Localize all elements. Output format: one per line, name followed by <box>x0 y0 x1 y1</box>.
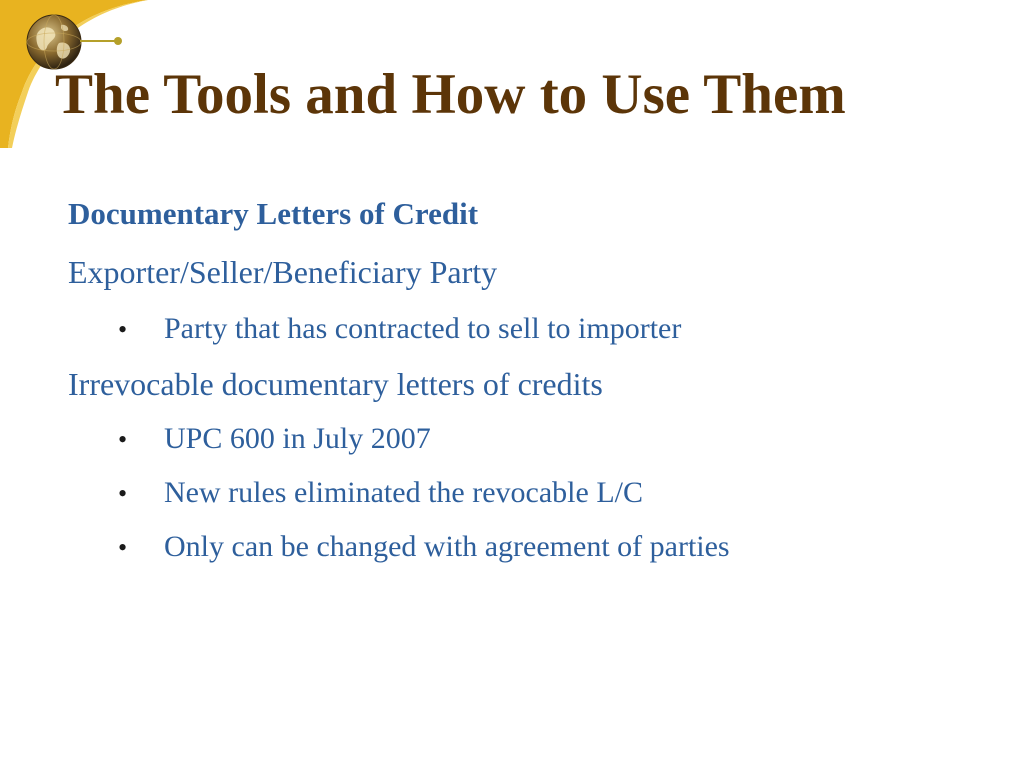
bullet-marker: • <box>118 315 128 344</box>
bullet-item <box>118 312 681 346</box>
logo-pointer-line <box>80 40 118 42</box>
bullet-item <box>118 476 643 510</box>
section-label-exporter: Exporter/Seller/Beneficiary Party <box>68 254 498 290</box>
section-label-irrevocable: Irrevocable documentary letters of credits <box>68 366 603 402</box>
bullet-item <box>118 422 431 456</box>
bullet-marker: • <box>118 425 128 454</box>
bullet-text: UPC 600 in July 2007 <box>164 422 431 455</box>
bullet-marker: • <box>118 533 128 562</box>
bullet-item <box>118 530 730 564</box>
section-heading: Documentary Letters of Credit <box>68 196 479 231</box>
slide-title: The Tools and How to Use Them <box>55 63 846 126</box>
bullet-text: Party that has contracted to sell to importer <box>164 312 682 345</box>
bullet-text: Only can be changed with agreement of parties <box>164 530 730 563</box>
bullet-text: New rules eliminated the revocable L/C <box>164 476 643 509</box>
bullet-marker: • <box>118 479 128 508</box>
logo-pointer-dot <box>114 37 122 45</box>
